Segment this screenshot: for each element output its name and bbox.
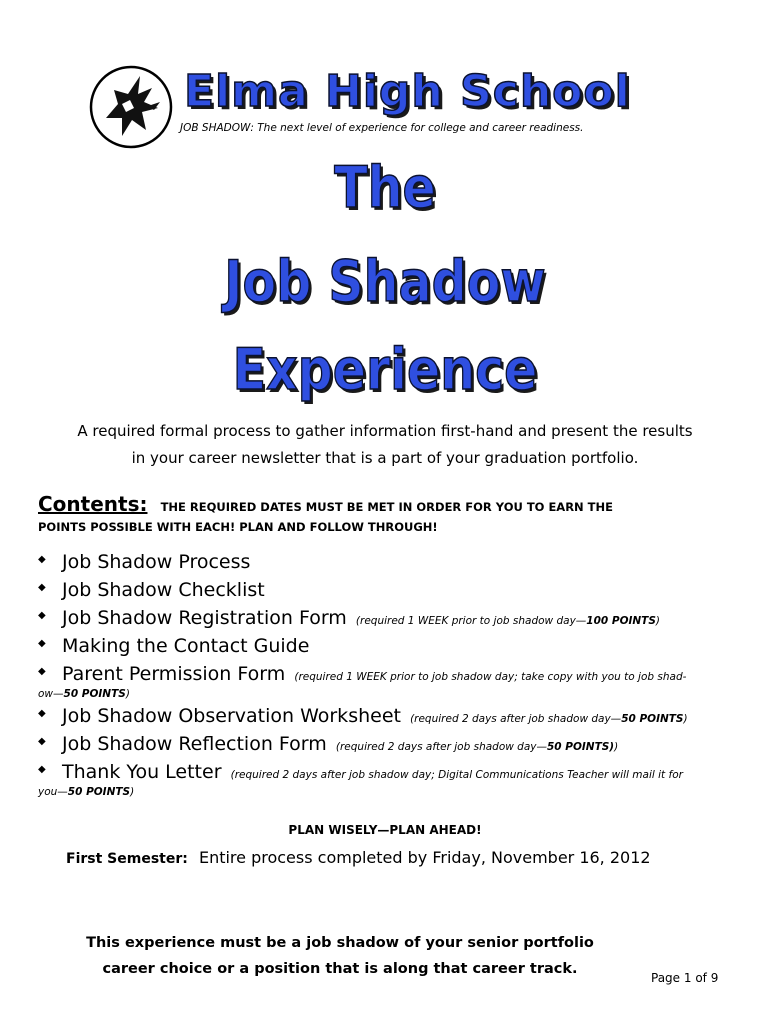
eagle-icon [88, 64, 174, 150]
contents-heading: Contents: [38, 492, 148, 516]
school-name: Elma High School [184, 66, 631, 117]
item-label: Job Shadow Observation Worksheet [62, 705, 401, 727]
closing-statement [60, 930, 620, 982]
diamond-bullet-icon: ◆ [38, 708, 46, 719]
title-line-2: Job Shadow [224, 249, 546, 315]
contents-list [38, 548, 742, 800]
item-label: Job Shadow Reflection Form [62, 733, 327, 755]
list-item [38, 660, 742, 702]
item-label: Parent Permission Form [62, 663, 286, 685]
item-label: Thank You Letter [62, 761, 222, 783]
intro-paragraph [30, 418, 740, 472]
list-item [38, 548, 742, 576]
diamond-bullet-icon: ◆ [38, 736, 46, 747]
item-label: Job Shadow Process [62, 551, 251, 573]
title-line-1: The [334, 155, 436, 221]
diamond-bullet-icon: ◆ [38, 666, 46, 677]
item-note-continued: you—50 POINTS) [38, 786, 135, 798]
item-note: (required 1 WEEK prior to job shadow day; take copy with you to job shad- [294, 671, 687, 683]
diamond-bullet-icon: ◆ [38, 638, 46, 649]
list-item [38, 576, 742, 604]
diamond-bullet-icon: ◆ [38, 610, 46, 621]
closing-line-2: career choice or a position that is along that career track. [102, 961, 578, 977]
list-item [38, 632, 742, 660]
item-label: Job Shadow Checklist [62, 579, 265, 601]
contents-section [38, 492, 738, 534]
contents-note-line-1: THE REQUIRED DATES MUST BE MET IN ORDER FOR YOU TO EARN THE [160, 500, 614, 514]
semester-deadline [66, 848, 651, 867]
item-note: (required 1 WEEK prior to job shadow day—100 POINTS) [355, 615, 661, 627]
page-number: Page 1 of 9 [651, 971, 719, 985]
item-label: Job Shadow Registration Form [62, 607, 347, 629]
contents-note-line-2: POINTS POSSIBLE WITH EACH! PLAN AND FOLLOW THROUGH! [38, 520, 438, 534]
intro-line-1: A required formal process to gather information first-hand and present the results [77, 422, 693, 440]
list-item [38, 702, 742, 730]
letterhead [88, 64, 708, 154]
tagline: JOB SHADOW: The next level of experience for college and career readiness. [180, 122, 584, 134]
intro-line-2: in your career newsletter that is a part of your graduation portfolio. [131, 449, 639, 467]
closing-line-1: This experience must be a job shadow of your senior portfolio [86, 935, 594, 951]
list-item [38, 758, 742, 800]
item-note: (required 2 days after job shadow day; Digital Communications Teacher will mail it for [230, 769, 683, 781]
semester-label: First Semester: [66, 851, 188, 867]
item-label: Making the Contact Guide [62, 635, 310, 657]
list-item [38, 604, 742, 632]
item-note: (required 2 days after job shadow day—50 POINTS) [410, 713, 688, 725]
item-note: (required 2 days after job shadow day—50 POINTS)) [335, 741, 619, 753]
diamond-bullet-icon: ◆ [38, 554, 46, 565]
diamond-bullet-icon: ◆ [38, 582, 46, 593]
title-line-3: Experience [232, 337, 538, 403]
semester-text: Entire process completed by Friday, November 16, 2012 [198, 848, 651, 867]
list-item [38, 730, 742, 758]
diamond-bullet-icon: ◆ [38, 764, 46, 775]
item-note-continued: ow—50 POINTS) [38, 688, 130, 700]
plan-ahead-notice: PLAN WISELY—PLAN AHEAD! [288, 823, 482, 837]
